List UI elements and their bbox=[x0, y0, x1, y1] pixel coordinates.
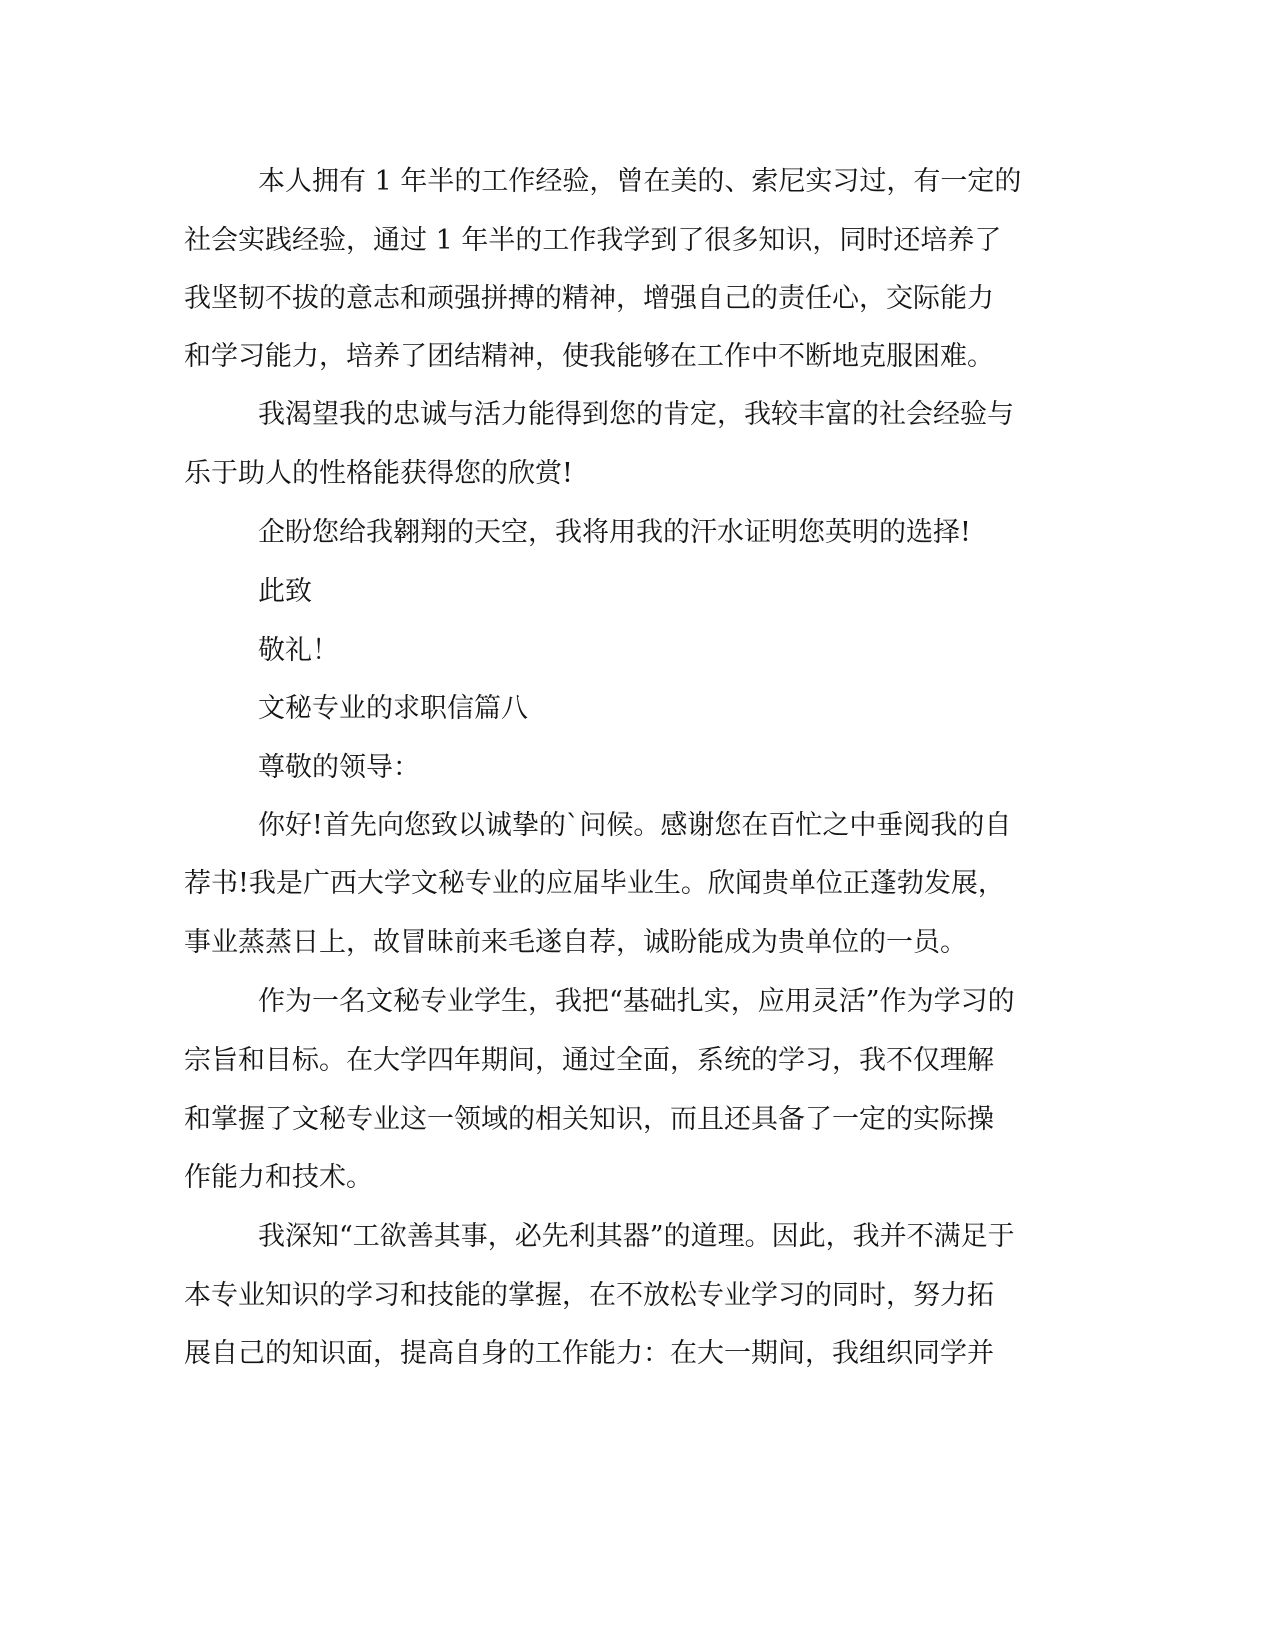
text-line: 事业蒸蒸日上，故冒昧前来毛遂自荐，诚盼能成为贵单位的一员。 bbox=[184, 927, 967, 958]
text-line: 和掌握了文秘专业这一领域的相关知识，而且还具备了一定的实际操 bbox=[184, 1104, 994, 1135]
text-line: 此致 bbox=[258, 576, 312, 607]
text-line: 作能力和技术。 bbox=[184, 1162, 373, 1193]
text-line: 我深知“工欲善其事，必先利其器”的道理。因此，我并不满足于 bbox=[258, 1221, 1015, 1252]
text-line: 社会实践经验，通过 1 年半的工作我学到了很多知识，同时还培养了 bbox=[184, 225, 1002, 256]
text-line: 和学习能力，培养了团结精神，使我能够在工作中不断地克服困难。 bbox=[184, 341, 994, 372]
text-line: 企盼您给我翱翔的天空，我将用我的汗水证明您英明的选择! bbox=[258, 517, 971, 548]
text-line: 本人拥有 1 年半的工作经验，曾在美的、索尼实习过，有一定的 bbox=[258, 166, 1022, 197]
text-line: 宗旨和目标。在大学四年期间，通过全面，系统的学习，我不仅理解 bbox=[184, 1045, 994, 1076]
text-line: 尊敬的领导： bbox=[258, 752, 420, 783]
text-line: 文秘专业的求职信篇八 bbox=[258, 693, 528, 724]
text-line: 荐书!我是广西大学文秘专业的应届毕业生。欣闻贵单位正蓬勃发展， bbox=[184, 868, 1005, 899]
text-line: 敬礼！ bbox=[258, 635, 339, 666]
text-line: 作为一名文秘专业学生，我把“基础扎实，应用灵活”作为学习的 bbox=[258, 986, 1015, 1017]
text-line: 我坚韧不拔的意志和顽强拼搏的精神，增强自己的责任心，交际能力 bbox=[184, 283, 994, 314]
text-line: 你好!首先向您致以诚挚的`问候。感谢您在百忙之中垂阅我的自 bbox=[258, 810, 1012, 841]
text-line: 乐于助人的性格能获得您的欣赏! bbox=[184, 458, 573, 489]
text-line: 本专业知识的学习和技能的掌握，在不放松专业学习的同时，努力拓 bbox=[184, 1280, 994, 1311]
text-line: 我渴望我的忠诚与活力能得到您的肯定，我较丰富的社会经验与 bbox=[258, 399, 1014, 430]
text-line: 展自己的知识面，提高自身的工作能力：在大一期间，我组织同学并 bbox=[184, 1338, 994, 1369]
